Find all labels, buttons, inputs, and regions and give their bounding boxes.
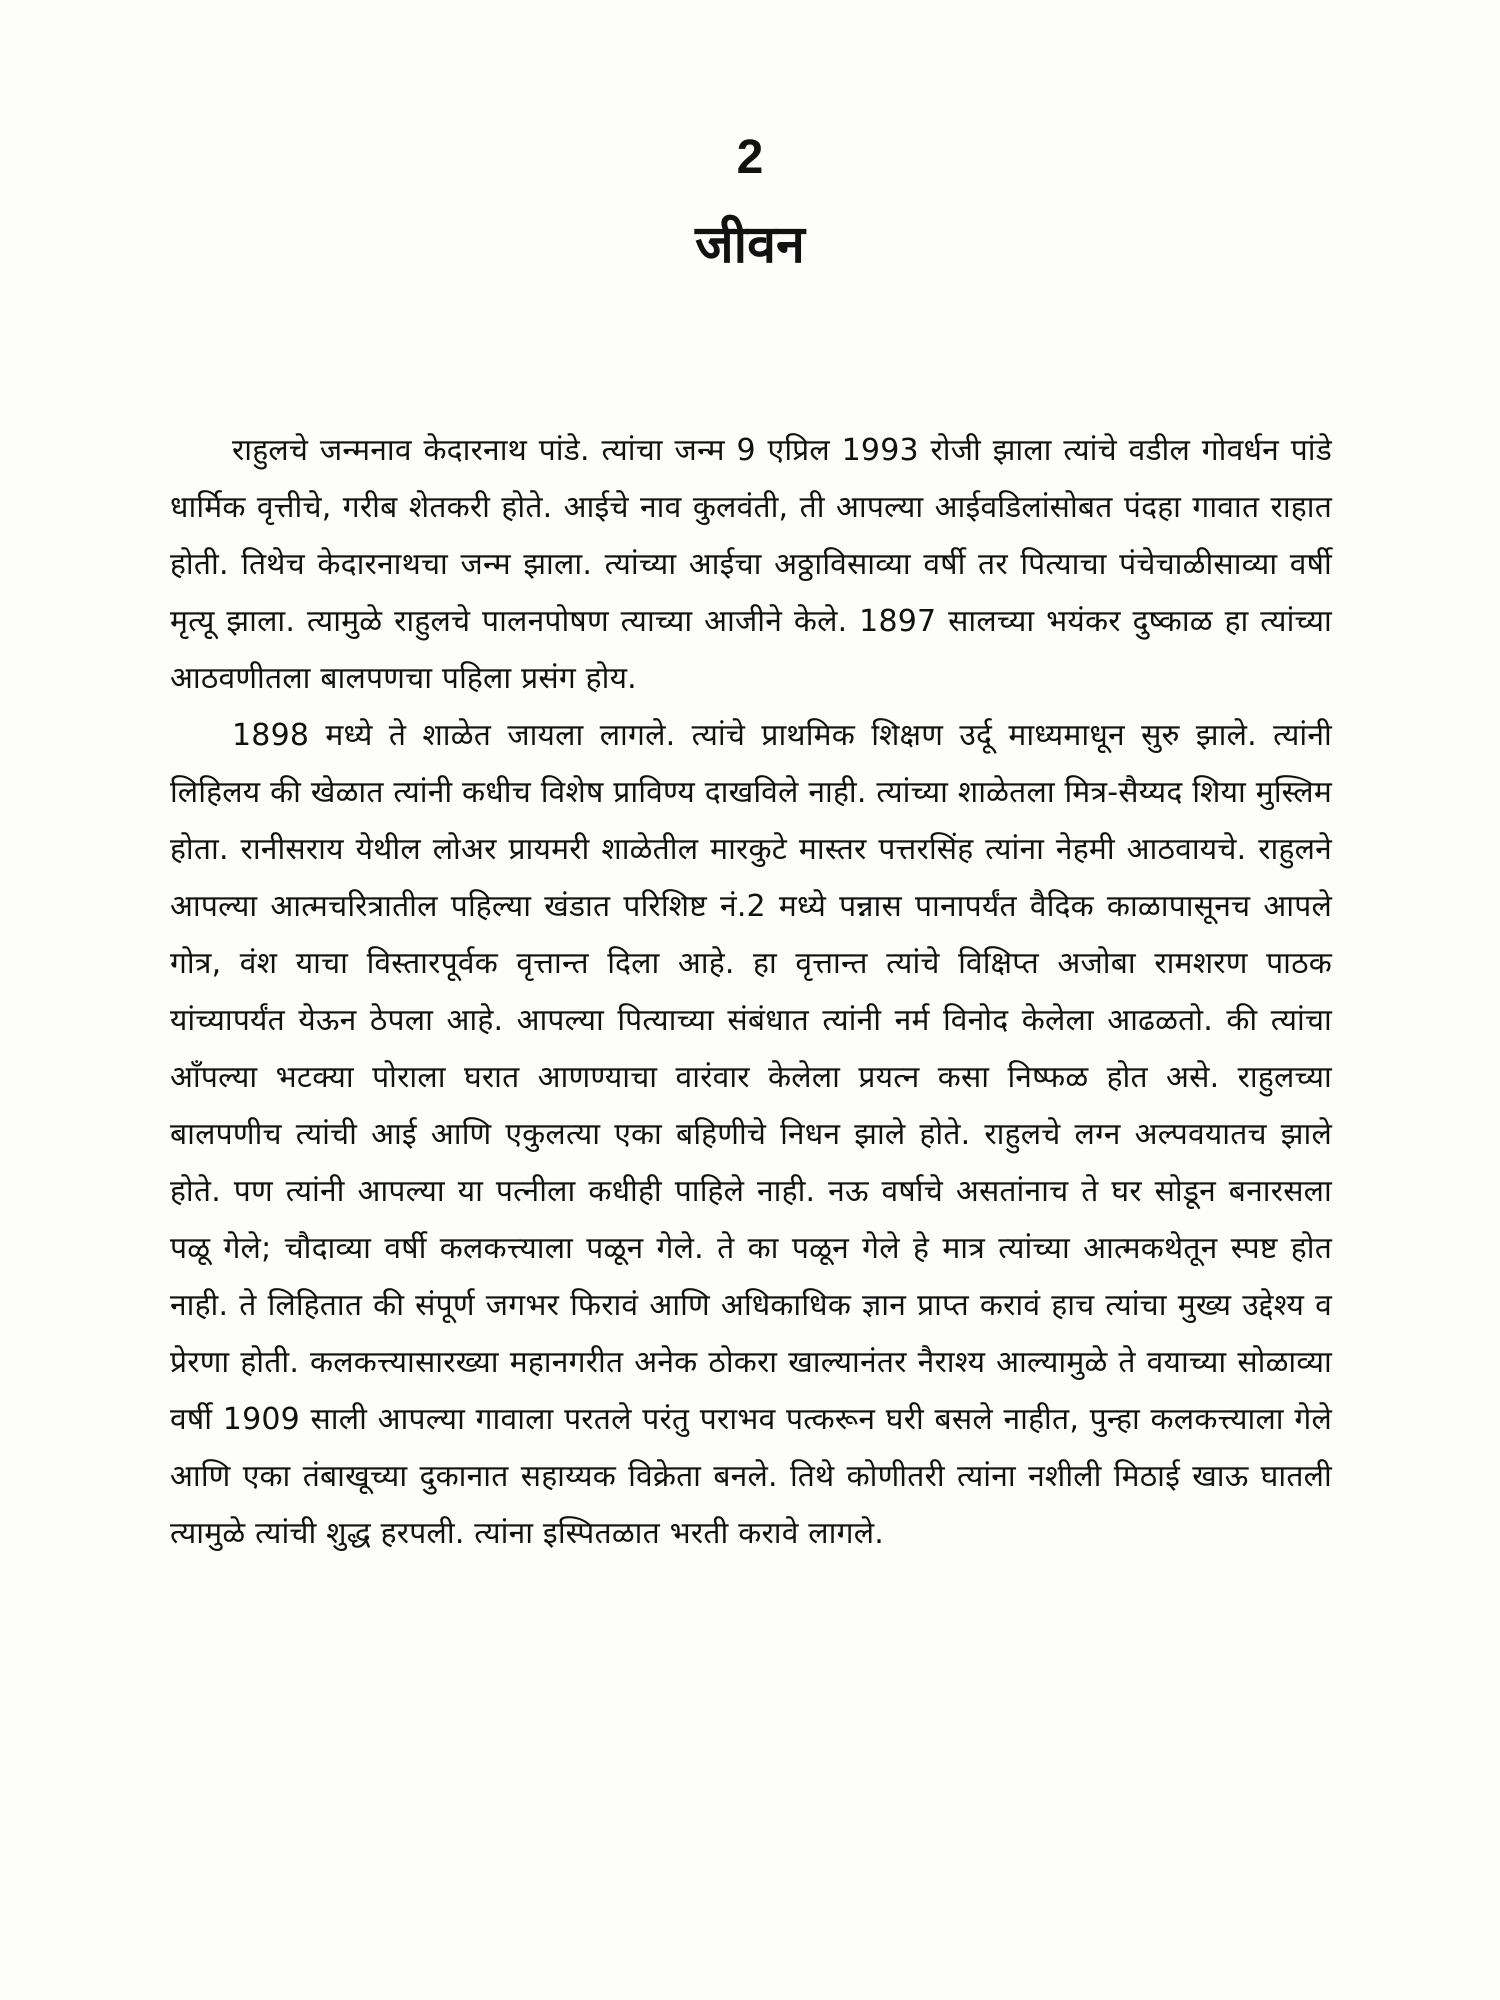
paragraph-2: 1898 मध्ये ते शाळेत जायला लागले. त्यांचे प्राथमिक शिक्षण उर्दू माध्यमाधून सुरु झाले. त्यांनी लिहिलय की खेळात त्यांनी कधीच विशेष प्राविण्य दाखविले नाही. त्यांच्या शाळेतला मित्र-सैय्यद शिया मुस्लिम होता. रानीसराय येथील लोअर प्रायमरी शाळेतील मारकुटे मास्तर पत्तरसिंह त्यांना नेहमी आठवायचे. राहुलने आपल्या आत्मचरित्रातील पहिल्या खंडात परिशिष्ट नं.2 मध्ये पन्नास पानापर्यंत वैदिक काळापासूनच आपले गोत्र, वंश याचा विस्तारपूर्वक वृत्तान्त दिला आहे. हा वृत्तान्त त्यांचे विक्षिप्त अजोबा रामशरण पाठक यांच्यापर्यंत येऊन ठेपला आहे. आपल्या पित्याच्या संबंधात त्यांनी नर्म विनोद केलेला आढळतो. की त्यांचा आँपल्या भटक्या पोराला घरात आणण्याचा वारंवार केलेला प्रयत्न कसा निष्फळ होत असे. राहुलच्या बालपणीच त्यांची आई आणि एकुलत्या एका बहिणीचे निधन झाले होते. राहुलचे लग्न अल्पवयातच झाले होते. पण त्यांनी आपल्या या पत्नीला कधीही पाहिले नाही. नऊ वर्षाचे असतांनाच ते घर सोडून बनारसला पळू गेले; चौदाव्या वर्षी कलकत्त्याला पळून गेले. ते का पळून गेले हे मात्र त्यांच्या आत्मकथेतून स्पष्ट होत नाही. ते लिहितात की संपूर्ण जगभर फिरावं आणि अधिकाधिक ज्ञान प्राप्त करावं हाच त्यांचा मुख्य उद्देश्य व प्रेरणा होती. कलकत्त्यासारख्या महानगरीत अनेक ठोकरा खाल्यानंतर नैराश्य आल्यामुळे ते वयाच्या सोळाव्या वर्षी 1909 साली आपल्या गावाला परतले परंतु पराभव पत्करून घरी बसले नाहीत, पुन्हा कलकत्त्याला गेले आणि एका तंबाखूच्या दुकानात सहाय्यक विक्रेता बनले. तिथे कोणीतरी त्यांना नशीली मिठाई खाऊ घातली त्यामुळे त्यांची शुद्ध हरपली. त्यांना इस्पितळात भरती करावे लागले.: [170, 718, 1332, 1551]
paragraph-1: राहुलचे जन्मनाव केदारनाथ पांडे. त्यांचा जन्म 9 एप्रिल 1993 रोजी झाला त्यांचे वडील गोवर्धन पांडे धार्मिक वृत्तीचे, गरीब शेतकरी होते. आईचे नाव कुलवंती, ती आपल्या आईवडिलांसोबत पंदहा गावात राहात होती. तिथेच केदारनाथचा जन्म झाला. त्यांच्या आईचा अठ्ठाविसाव्या वर्षी तर पित्याचा पंचेचाळीसाव्या वर्षी मृत्यू झाला. त्यामुळे राहुलचे पालनपोषण त्याच्या आजीने केले. 1897 सालच्या भयंकर दुष्काळ हा त्यांच्या आठवणीतला बालपणचा पहिला प्रसंग होय.: [170, 433, 1332, 696]
chapter-title: जीवन: [695, 215, 805, 275]
chapter-number: 2: [736, 131, 764, 184]
chapter-body: [170, 422, 1332, 1562]
